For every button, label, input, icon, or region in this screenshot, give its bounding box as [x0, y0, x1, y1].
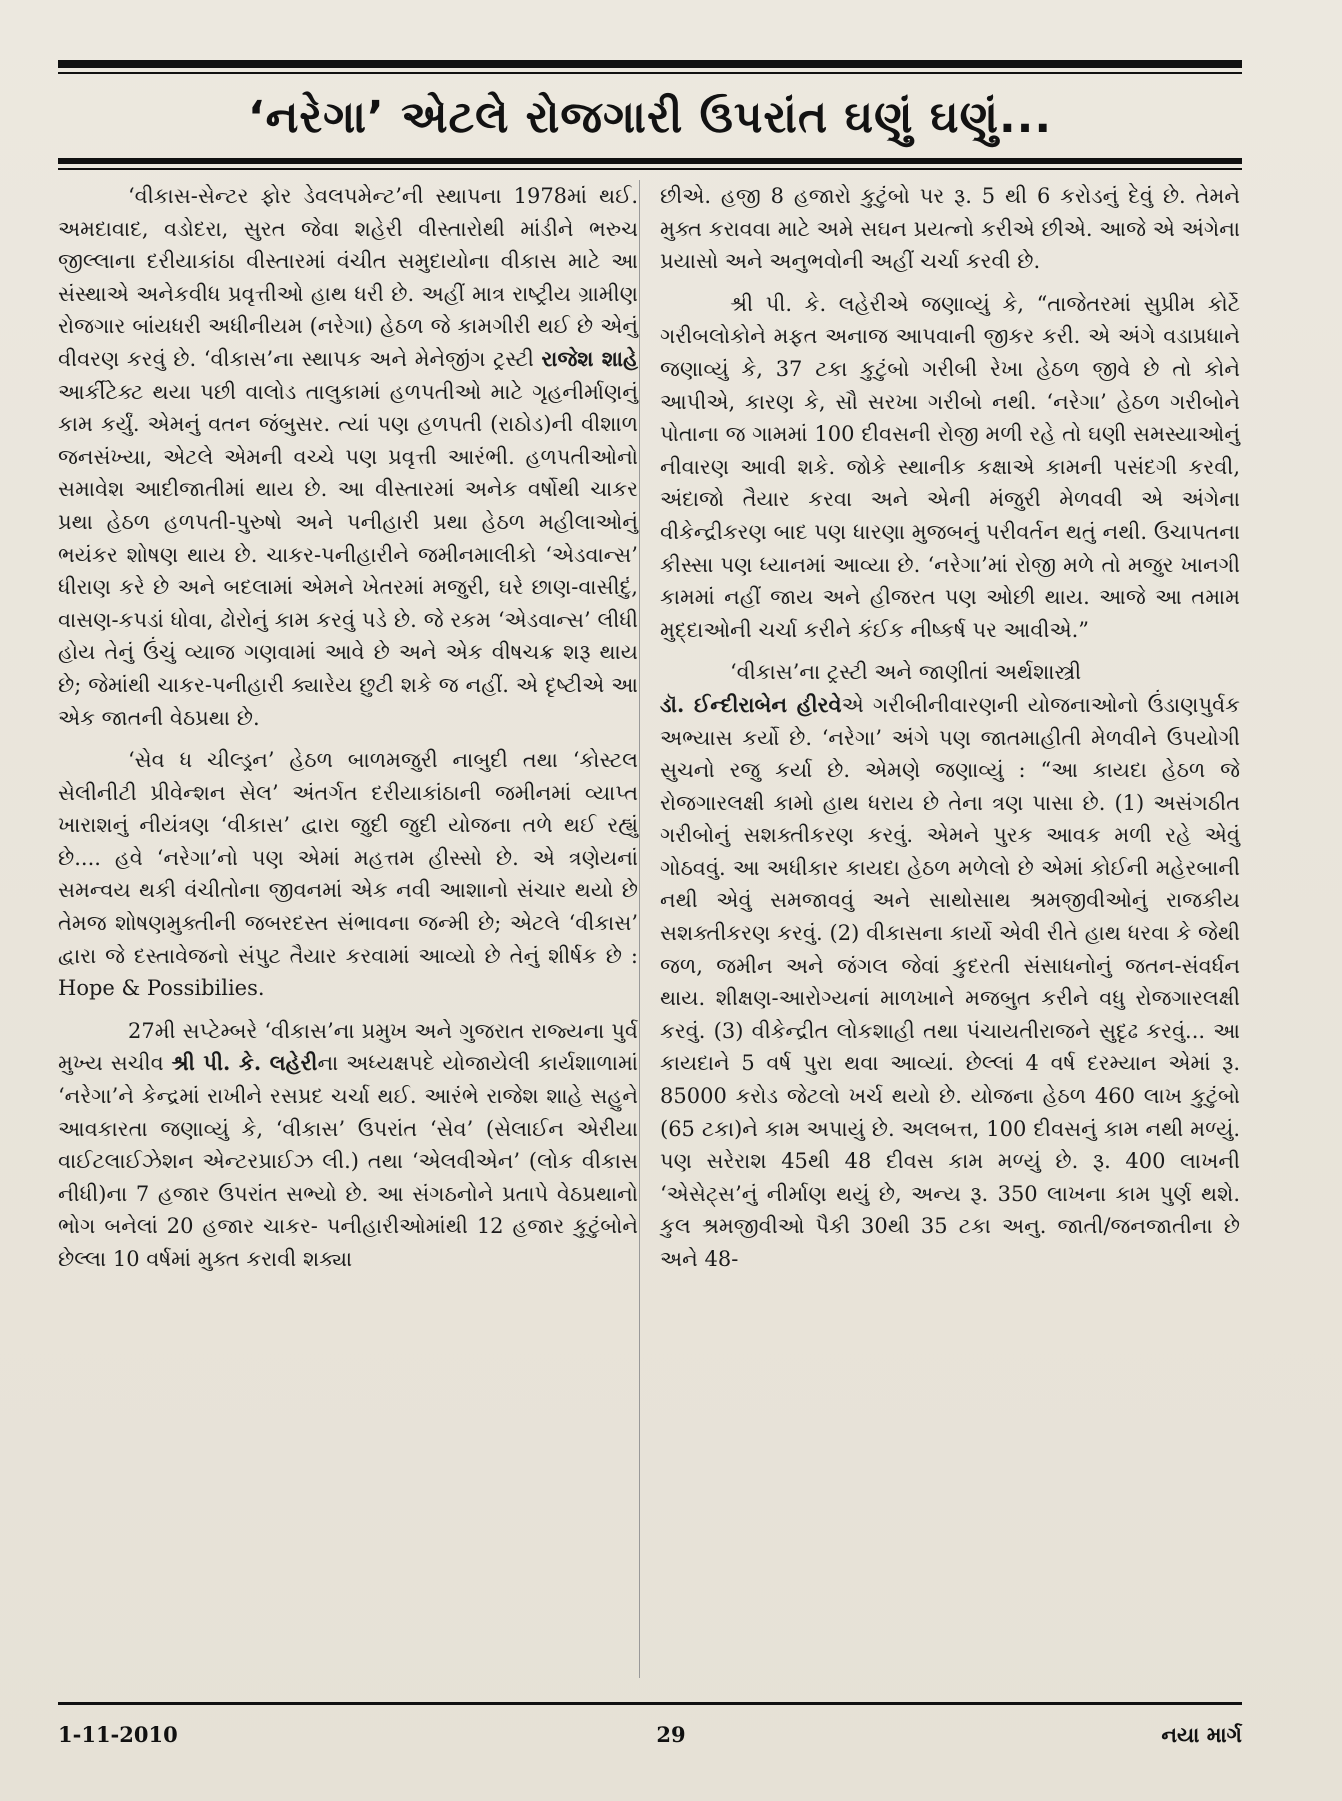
column-divider — [639, 180, 640, 1678]
title-rule-bottom — [58, 158, 1242, 164]
footer-rule — [58, 1702, 1242, 1705]
left-column — [58, 180, 638, 1286]
name-bold: રાજેશ શાહે — [541, 345, 638, 371]
right-column — [660, 180, 1240, 1286]
paragraph: શ્રી પી. કે. લહેરીએ જણાવ્યું કે, “તાજેતરમાં સુપ્રીમ કોર્ટે ગરીબલોકોને મફત અનાજ આપવાની જીકર કરી. એ અંગે વડાપ્રધાને જણાવ્યું કે, 37 ટકા કુટુંબો ગરીબી રેખા હેઠળ જીવે છે તો કોને આપીએ, કારણ કે, સૌ સરખા ગરીબો નથી. ‘નરેગા’ હેઠળ ગરીબોને પોતાના જ ગામમાં 100 દીવસની રોજી મળી રહે તો ઘણી સમસ્યાઓનું નીવારણ આવી શકે. જોકે સ્થાનીક કક્ષાએ કામની પસંદગી કરવી, અંદાજો તૈયાર કરવા અને એની મંજુરી મેળવવી એ અંગેના વીકેન્દ્રીકરણ બાદ પણ ધારણા મુજબનું પરીવર્તન થતું નથી. ઉચાપતના કીસ્સા પણ ધ્યાનમાં આવ્યા છે. ‘નરેગા’માં રોજી મળે તો મજુર ખાનગી કામમાં નહીં જાય અને હીજરત પણ ઓછી થાય. આજે આ તમામ મુદ્દાઓની ચર્ચા કરીને કંઈક નીષ્કર્ષ પર આવીએ.” — [660, 291, 1240, 642]
page-number: 29 — [656, 1722, 686, 1747]
text-span: આર્કીટેક્ટ થયા પછી વાલોડ તાલુકામાં હળપતીઓ માટે ગૃહનીર્માણનું કામ કર્યું. એમનું વતન જંબુસર. ત્યાં પણ હળપતી (રાઠોડ)ની વીશાળ જનસંખ્યા, એટલે એમની વચ્ચે પણ પ્રવૃત્તી આરંભી. હળપતીઓનો સમાવેશ આદીજાતીમાં થાય છે. આ વીસ્તારમાં અનેક વર્ષોથી ચાકર પ્રથા હેઠળ હળપતી-પુરુષો અને પનીહારી પ્રથા હેઠળ મહીલાઓનું ભયંકર શોષણ થાય છે. ચાકર-પનીહારીને જમીનમાલીકો ‘એડવાન્સ’ ધીરાણ કરે છે અને બદલામાં એમને ખેતરમાં મજુરી, ઘરે છાણ-વાસીદું, વાસણ-કપડાં ધોવા, ઢોરોનું કામ કરવું પડે છે. જે રકમ ‘એડવાન્સ’ લીધી હોય તેનું ઉંચું વ્યાજ ગણવામાં આવે છે અને એક વીષચક્ર શરૂ થાય છે; જેમાંથી ચાકર-પનીહારી ક્યારેય છુટી શકે જ નહીં. એ દૃષ્ટીએ આ એક જાતની વેઠપ્રથા છે. — [58, 379, 638, 730]
text-span: ‘વીકાસ-સેન્ટર ફોર ડેવલપમેન્ટ’ની સ્થાપના 1978માં થઈ. અમદાવાદ, વડોદરા, સુરત જેવા શહેરી વીસ્તારોથી માંડીને ભરુચ જીલ્લાના દરીયાકાંઠા વીસ્તારમાં વંચીત સમુદાયોના વીકાસ માટે આ સંસ્થાએ અનેકવીધ પ્રવૃત્તીઓ હાથ ધરી છે. અહીં માત્ર રાષ્ટ્રીય ગ્રામીણ રોજગાર બાંયધરી અધીનીયમ (નરેગા) હેઠળ જે કામગીરી થઈ છે એનું વીવરણ કરવું છે. ‘વીકાસ’ના સ્થાપક અને મેનેજીંગ ટ્રસ્ટી — [58, 184, 638, 371]
header-rule-thin — [58, 72, 1242, 74]
name-bold: શ્રી પી. કે. લહેરી — [171, 1050, 318, 1076]
paragraph — [660, 656, 1240, 1275]
footer-date: 1-11-2010 — [58, 1722, 178, 1747]
text-span: એ ગરીબીનીવારણની યોજનાઓનો ઉંડાણપુર્વક અભ્યાસ કર્યો છે. ‘નરેગા’ અંગે પણ જાતમાહીતી મેળવીને ઉપયોગી સુચનો રજુ કર્યા છે. એમણે જણાવ્યું : “આ કાયદા હેઠળ જે રોજગારલક્ષી કામો હાથ ધરાય છે તેના ત્રણ પાસા છે. (1) અસંગઠીત ગરીબોનું સશક્તીકરણ કરવું. એમને પુરક આવક મળી રહે એવું ગોઠવવું. આ અધીકાર કાયદા હેઠળ મળેલો છે એમાં કોઈની મહેરબાની નથી એવું સમજાવવું અને સાથોસાથ શ્રમજીવીઓનું રાજકીય સશક્તીકરણ કરવું. (2) વીકાસના કાર્યો એવી રીતે હાથ ધરવા કે જેથી જળ, જમીન અને જંગલ જેવાં કુદરતી સંસાધનોનું જતન-સંવર્ધન થાય. શીક્ષણ-આરોગ્યનાં માળખાને મજબુત કરીને વધુ રોજગારલક્ષી કરવું. (3) વીકેન્દ્રીત લોકશાહી તથા પંચાયતીરાજને સુદૃઢ કરવું... આ કાયદાને 5 વર્ષ પુરા થવા આવ્યાં. છેલ્લાં 4 વર્ષ દરમ્યાન એમાં રૂ. 85000 કરોડ જેટલો ખર્ચ થયો છે. યોજના હેઠળ 460 લાખ કુટુંબો (65 ટકા)ને કામ અપાયું છે. અલબત્ત, 100 દીવસનું કામ નથી મળ્યું. પણ સરેરાશ 45થી 48 દીવસ કામ મળ્યું છે. રૂ. 400 લાખની ‘એસેટ્સ’નું નીર્માણ થયું છે, અન્ય રૂ. 350 લાખના કામ પુર્ણ થશે. કુલ શ્રમજીવીઓ પૈકી 30થી 35 ટકા અનુ. જાતી/જનજાતીના છે અને 48- — [660, 692, 1240, 1271]
title-rule-thin — [58, 168, 1242, 170]
paragraph — [58, 1015, 638, 1276]
name-bold: ડૉ. ઈન્દીરાબેન હીરવે — [660, 691, 842, 717]
paragraph — [58, 180, 638, 734]
paragraph: ‘સેવ ધ ચીલ્ડ્રન’ હેઠળ બાળમજુરી નાબુદી તથા ‘કોસ્ટલ સેલીનીટી પ્રીવેન્શન સેલ’ અંતર્ગત દરીયાકાંઠાની જમીનમાં વ્યાપ્ત ખારાશનું નીયંત્રણ ‘વીકાસ’ દ્વારા જુદી જુદી યોજના તળે થઈ રહ્યું છે.... હવે ‘નરેગા’નો પણ એમાં મહત્તમ હીસ્સો છે. એ ત્રણેયનાં સમન્વય થકી વંચીતોના જીવનમાં એક નવી આશાનો સંચાર થયો છે તેમજ શોષણમુક્તીની જબરદસ્ત સંભાવના જન્મી છે; એટલે ‘વીકાસ’ દ્વારા જે દસ્તાવેજનો સંપુટ તૈયાર કરવામાં આવ્યો છે તેનું શીર્ષક છે : Hope & Possibilies. — [58, 748, 638, 1001]
paragraph: છીએ. હજી 8 હજારો કુટુંબો પર રૂ. 5 થી 6 કરોડનું દેવું છે. તેમને મુક્ત કરાવવા માટે અમે સઘન પ્રયત્નો કરીએ છીએ. આજે એ અંગેના પ્રયાસો અને અનુભવોની અહીં ચર્ચા કરવી છે. — [660, 184, 1240, 274]
text-span: 27મી સપ્ટેમ્બરે ‘વીકાસ’ના પ્રમુખ અને ગુજરાત રાજ્યના પુર્વ મુખ્ય સચીવ — [58, 1018, 638, 1076]
publication-name: નયા માર્ગ — [1161, 1722, 1242, 1747]
text-span: ના અધ્યક્ષપદે યોજાયેલી કાર્યશાળામાં ‘નરેગા’ને કેન્દ્રમાં રાખીને રસપ્રદ ચર્ચા થઈ. આરંભે રાજેશ શાહે સહુને આવકારતા જણાવ્યું કે, ‘વીકાસ’ ઉપરાંત ‘સેવ’ (સેલાઈન એરીયા વાઈટલાઈઝેશન એન્ટરપ્રાઈઝ લી.) તથા ‘એલવીએન’ (લોક વીકાસ નીધી)ના 7 હજાર ઉપરાંત સભ્યો છે. આ સંગઠનોને પ્રતાપે વેઠપ્રથાનો ભોગ બનેલાં 20 હજાર ચાકર- પનીહારીઓમાંથી 12 હજાર કુટુંબોને છેલ્લા 10 વર્ષમાં મુક્ત કરાવી શક્યા — [58, 1051, 638, 1271]
header-rule-thick — [58, 60, 1242, 68]
text-span: ‘વીકાસ’ના ટ્રસ્ટી અને જાણીતાં અર્થશાસ્ત્રી — [730, 660, 1082, 685]
article-title: ‘નરેગા’ એટલે રોજગારી ઉપરાંત ઘણું ઘણું... — [247, 91, 1053, 143]
